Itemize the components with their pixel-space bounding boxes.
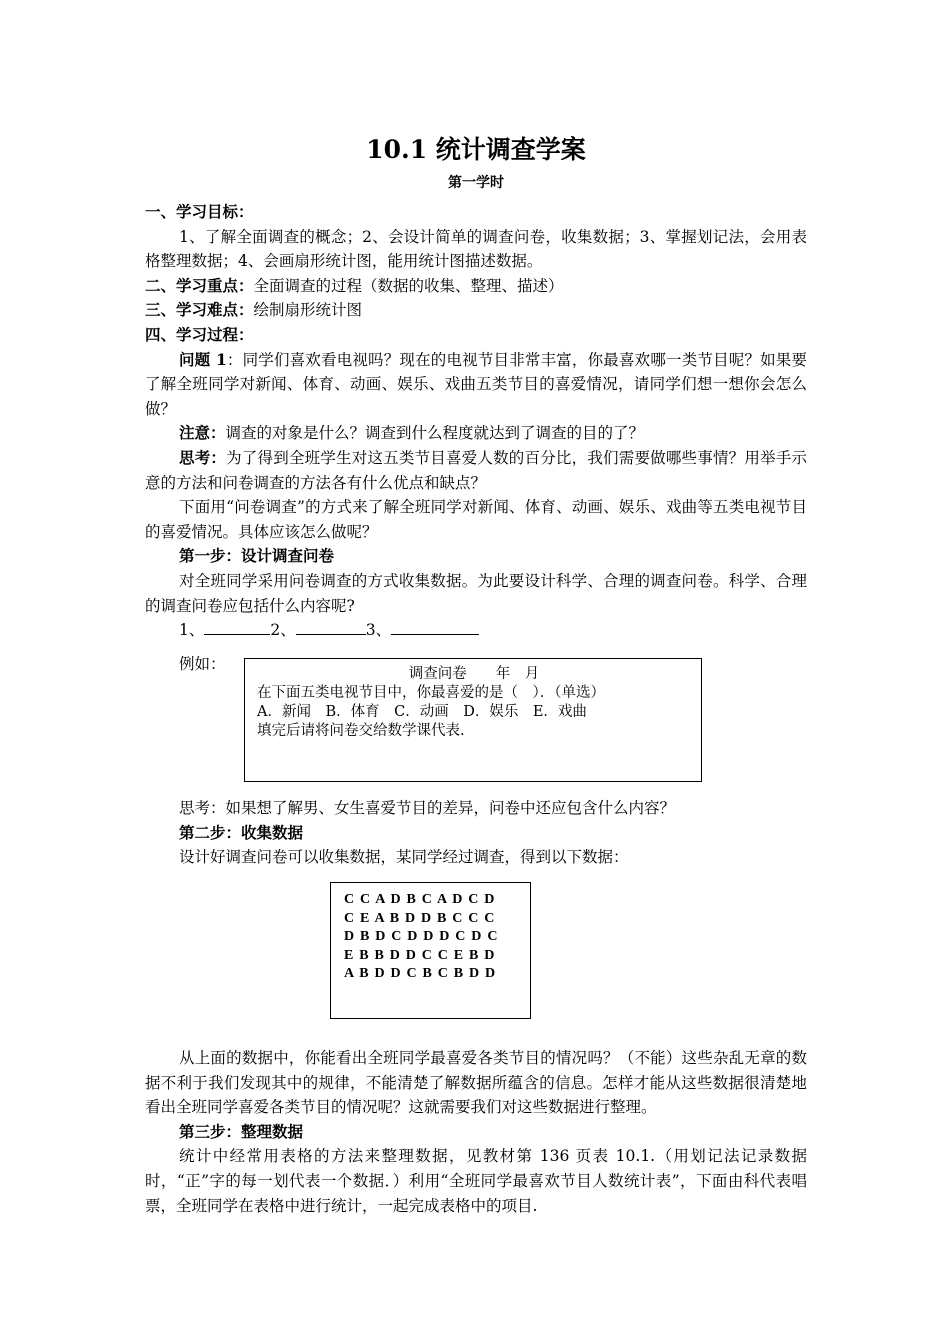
step3-text: 统计中经常用表格的方法来整理数据，见教材第 136 页表 10.1.（用划记法记录数据时，“正”字的每一划代表一个数据．）利用“全班同学最喜欢节目人数统计表”，下面由科代表唱票，全班同学在表格中进行统计，一起完成表格中的项目.: [145, 1147, 807, 1215]
key-point: 二、学习重点：全面调查的过程（数据的收集、整理、描述）: [145, 275, 564, 295]
data-row: C E A B D D B C C C: [344, 910, 496, 926]
process-heading: 四、学习过程：: [145, 324, 254, 344]
step2-text: 设计好调查问卷可以收集数据，某同学经过调查，得到以下数据：: [179, 848, 629, 867]
blank-3[interactable]: [391, 618, 479, 635]
data-row: E B B D D C C E B D: [344, 947, 496, 963]
goal-text: 1、了解全面调查的概念；2、会设计简单的调查问卷，收集数据；3、掌握划记法，会用表格整理数据；4、会画扇形统计图，能用统计图描述数据。: [145, 227, 807, 271]
problem-1: 问题 1：同学们喜欢看电视吗？现在的电视节目非常丰富，你最喜欢哪一类节目呢？如果要了解全班同学对新闻、体育、动画、娱乐、戏曲五类节目的喜爱情况，请同学们想一想你会怎么做？: [145, 349, 807, 418]
step1-heading: 第一步：设计调查问卷: [179, 546, 335, 566]
intro-paragraph: 下面用“问卷调查”的方式来了解全班同学对新闻、体育、动画、娱乐、戏曲等五类电视节目的喜爱情况。具体应该怎么做呢？: [145, 498, 807, 541]
after-data-paragraph: 从上面的数据中，你能看出全班同学最喜爱各类节目的情况吗？（不能）这些杂乱无章的数据不利于我们发现其中的规律，不能清楚了解数据所蕴含的信息。怎样才能从这些数据很清楚地看出全班同学喜爱各类节目的情况呢？这就需要我们对这些数据进行整理。: [145, 1049, 807, 1117]
questionnaire-box: [244, 658, 702, 782]
questionnaire-options: A．新闻 B．体育 C．动画 D．娱乐 E．戏曲: [257, 704, 587, 720]
questionnaire-title: 调查问卷 年 月: [408, 666, 540, 682]
note-paragraph: 注意：调查的对象是什么？调查到什么程度就达到了调查的目的了？: [179, 423, 645, 443]
data-row: D B D C D D D C D C: [344, 929, 499, 945]
bottom-content: [145, 1046, 807, 1218]
page-subtitle: 第一学时: [448, 175, 504, 191]
step1-text: 对全班同学采用问卷调查的方式收集数据。为此要设计科学、合理的调查问卷。科学、合理的调查问卷应包括什么内容呢?: [145, 571, 807, 615]
step2-heading: 第二步：收集数据: [179, 822, 304, 842]
think2-paragraph: 思考：如果想了解男、女生喜爱节目的差异，问卷中还应包含什么内容？: [179, 799, 676, 817]
blank-1[interactable]: [204, 618, 270, 635]
middle-content: [145, 796, 807, 870]
step3-heading: 第三步：整理数据: [179, 1121, 304, 1141]
questionnaire-instruction: 填完后请将问卷交给数学课代表.: [257, 723, 465, 739]
example-label: 例如：: [179, 655, 226, 673]
page-title: 10.1 统计调查学案: [366, 135, 586, 164]
blank-2[interactable]: [296, 618, 366, 635]
data-row: C C A D B C A D C D: [344, 892, 496, 907]
fill-blanks: 1、 2、 3、: [145, 618, 807, 643]
think-paragraph: 思考：为了得到全班学生对这五类节目喜爱人数的百分比，我们需要做哪些事情？用举手示意的方法和问卷调查的方法各有什么优点和缺点？: [145, 447, 807, 492]
difficulty: 三、学习难点：绘制扇形统计图: [145, 300, 363, 320]
goal-heading: 一、学习目标：: [145, 202, 254, 221]
data-row: A B D D C B C B D D: [344, 966, 497, 982]
questionnaire-question: 在下面五类电视节目中，你最喜爱的是（ ）．（单选）: [257, 685, 605, 701]
data-box: [330, 882, 531, 1019]
upper-content: [145, 130, 807, 643]
